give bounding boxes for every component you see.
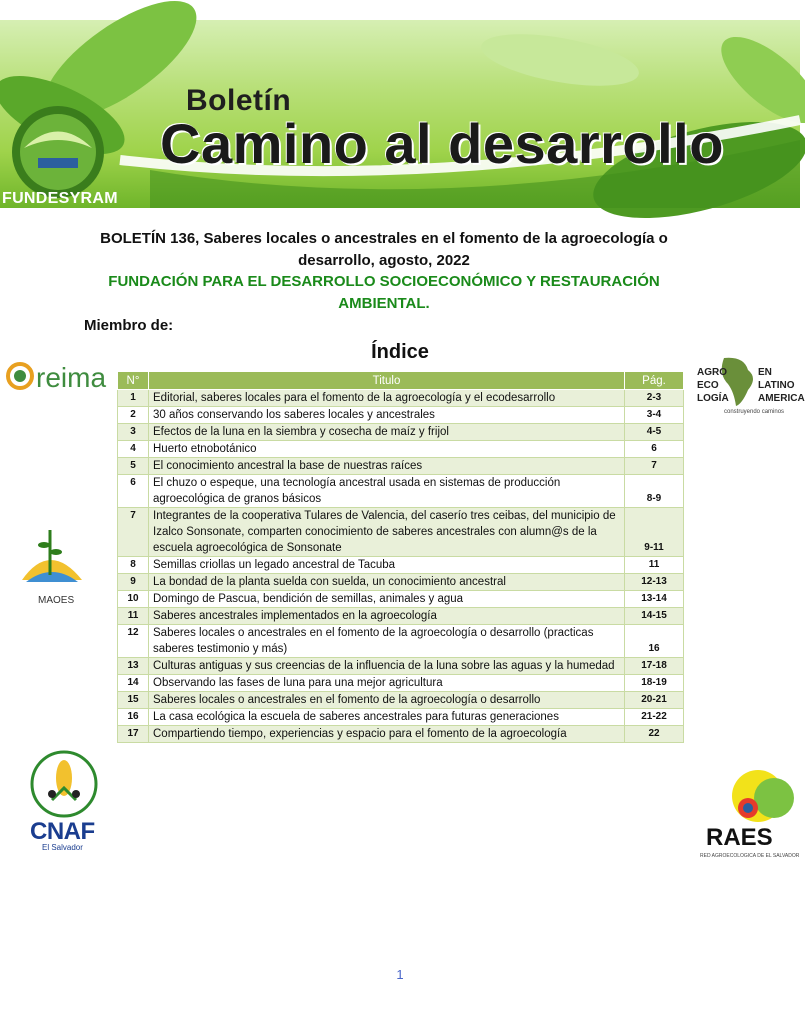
row-number: 3: [118, 424, 149, 441]
index-row: [118, 407, 684, 424]
maoes-logo-text: MAOES: [38, 595, 75, 606]
index-row: [118, 390, 684, 407]
index-row: [118, 458, 684, 475]
row-page: 13-14: [625, 591, 684, 608]
row-title: La casa ecológica la escuela de saberes ancestrales para futuras generaciones: [149, 709, 625, 726]
agroecologia-logo-right: EN LATINO AMERICA: [758, 367, 805, 404]
foundation-name: FUNDACIÓN PARA EL DESARROLLO SOCIOECONÓMICO Y RESTAURACIÓN AMBIENTAL.: [108, 273, 660, 312]
fundesyram-logo-text: FUNDESYRAM: [2, 190, 118, 207]
row-number: 13: [118, 658, 149, 675]
column-page: Pág.: [625, 372, 684, 390]
row-page: 21-22: [625, 709, 684, 726]
index-row: [118, 726, 684, 743]
row-number: 12: [118, 625, 149, 658]
row-number: 11: [118, 608, 149, 625]
row-page: 3-4: [625, 407, 684, 424]
row-number: 2: [118, 407, 149, 424]
row-title: Culturas antiguas y sus creencias de la influencia de la luna sobre las aguas y la humedad: [149, 658, 625, 675]
index-row: [118, 675, 684, 692]
row-page: 11: [625, 557, 684, 574]
index-row: [118, 658, 684, 675]
index-row: [118, 625, 684, 658]
row-title: Saberes locales o ancestrales en el fomento de la agroecología o desarrollo: [149, 692, 625, 709]
index-row: [118, 608, 684, 625]
row-title: Saberes locales o ancestrales en el fomento de la agroecología o desarrollo (practicas saberes testimonio y más): [149, 625, 625, 658]
row-page: 12-13: [625, 574, 684, 591]
cnaf-logo-text: CNAF: [30, 818, 95, 845]
row-page: 17-18: [625, 658, 684, 675]
row-title: Semillas criollas un legado ancestral de Tacuba: [149, 557, 625, 574]
row-number: 14: [118, 675, 149, 692]
row-page: 8-9: [625, 475, 684, 508]
page-number: 1: [396, 967, 404, 982]
row-title: La bondad de la planta suelda con suelda, un conocimiento ancestral: [149, 574, 625, 591]
member-label: Miembro de:: [84, 317, 174, 334]
row-number: 1: [118, 390, 149, 407]
row-title: Efectos de la luna en la siembra y cosecha de maíz y frijol: [149, 424, 625, 441]
maoes-logo-icon: [12, 520, 88, 592]
row-number: 16: [118, 709, 149, 726]
row-page: 9-11: [625, 508, 684, 557]
row-page: 6: [625, 441, 684, 458]
row-page: 7: [625, 458, 684, 475]
row-page: 4-5: [625, 424, 684, 441]
header-banner: [0, 20, 800, 208]
row-title: Observando las fases de luna para una mejor agricultura: [149, 675, 625, 692]
reima-logo-icon: [6, 362, 36, 390]
banner-title: Camino al desarrollo: [160, 112, 724, 175]
column-title: Titulo: [149, 372, 625, 390]
row-page: 14-15: [625, 608, 684, 625]
cnaf-logo-subtitle: El Salvador: [42, 843, 83, 852]
row-page: 18-19: [625, 675, 684, 692]
raes-logo-subtitle: RED AGROECOLOGICA DE EL SALVADOR: [700, 853, 800, 859]
row-number: 10: [118, 591, 149, 608]
agroecologia-logo-tagline: construyendo caminos: [724, 409, 785, 415]
cnaf-logo-icon: [24, 748, 112, 818]
row-page: 22: [625, 726, 684, 743]
index-table: [117, 371, 684, 743]
row-page: 16: [625, 625, 684, 658]
index-row: [118, 424, 684, 441]
index-row: [118, 709, 684, 726]
index-row: [118, 574, 684, 591]
row-title: Compartiendo tiempo, experiencias y espacio para el fomento de la agroecología: [149, 726, 625, 743]
agroecologia-logo-left: AGRO ECO LOGÍA: [697, 367, 729, 404]
reima-logo-text: reima: [36, 362, 107, 393]
index-row: [118, 692, 684, 709]
row-title: Domingo de Pascua, bendición de semillas, animales y agua: [149, 591, 625, 608]
row-title: El chuzo o espeque, una tecnología ancestral usada en sistemas de producción agroecológica de granos básicos: [149, 475, 625, 508]
row-page: 2-3: [625, 390, 684, 407]
row-number: 9: [118, 574, 149, 591]
row-title: El conocimiento ancestral la base de nuestras raíces: [149, 458, 625, 475]
row-title: Editorial, saberes locales para el fomento de la agroecología y el ecodesarrollo: [149, 390, 625, 407]
row-number: 17: [118, 726, 149, 743]
index-table-header: [118, 372, 684, 390]
index-row: [118, 441, 684, 458]
bulletin-title: BOLETÍN 136, Saberes locales o ancestrales en el fomento de la agroecología o desarrollo, agosto, 2022: [100, 230, 668, 269]
row-title: Integrantes de la cooperativa Tulares de Valencia, del caserío tres ceibas, del municipio de Izalco Sonsonate, comparten conocimiento de saberes ancestrales con alumn@s de la escuela agroecológica de Sonsonate: [149, 508, 625, 557]
row-number: 5: [118, 458, 149, 475]
index-row: [118, 557, 684, 574]
index-row: [118, 508, 684, 557]
row-title: Saberes ancestrales implementados en la agroecología: [149, 608, 625, 625]
row-title: 30 años conservando los saberes locales y ancestrales: [149, 407, 625, 424]
index-row: [118, 475, 684, 508]
row-number: 7: [118, 508, 149, 557]
row-number: 4: [118, 441, 149, 458]
row-number: 6: [118, 475, 149, 508]
row-title: Huerto etnobotánico: [149, 441, 625, 458]
banner-subtitle: Boletín: [186, 84, 292, 117]
row-number: 15: [118, 692, 149, 709]
index-title: Índice: [371, 341, 429, 363]
raes-logo-icon: [718, 768, 802, 828]
column-number: N°: [118, 372, 149, 390]
row-page: 20-21: [625, 692, 684, 709]
index-row: [118, 591, 684, 608]
row-number: 8: [118, 557, 149, 574]
raes-logo-text: RAES: [706, 824, 773, 851]
